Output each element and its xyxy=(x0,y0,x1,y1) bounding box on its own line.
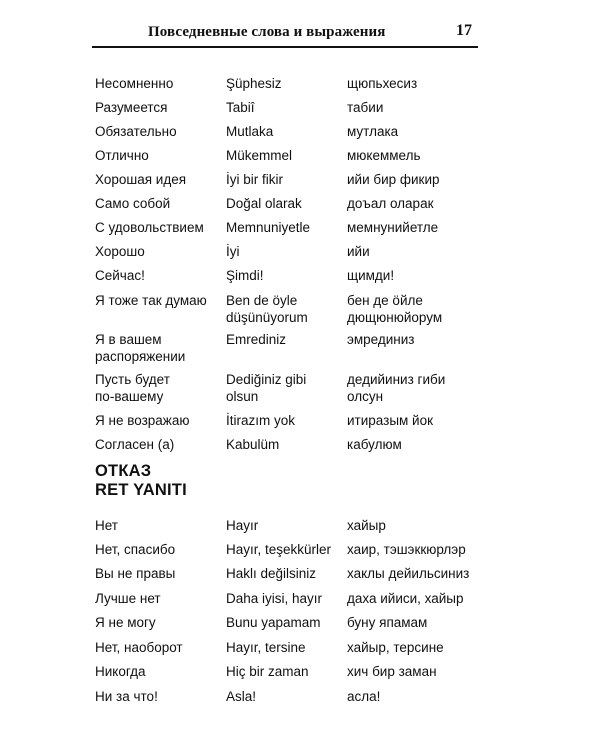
russian-phrase: Несомненно xyxy=(95,76,174,91)
russian-phrase: Ни за что! xyxy=(95,689,158,704)
russian-phrase: Нет, спасибо xyxy=(95,542,176,557)
transliteration: табии xyxy=(347,100,384,115)
transliteration: ийи бир фикир xyxy=(347,172,440,187)
turkish-phrase: Emrediniz xyxy=(226,332,287,347)
russian-phrase: Обязательно xyxy=(95,124,177,139)
transliteration: ийи xyxy=(347,244,370,259)
turkish-phrase: İyi xyxy=(226,244,240,259)
turkish-phrase: Tabiî xyxy=(226,100,255,115)
russian-phrase: Никогда xyxy=(95,664,146,679)
turkish-phrase: Mutlaka xyxy=(226,124,274,139)
russian-phrase: Хорошая идея xyxy=(95,172,187,187)
turkish-phrase: Ben de öyle düşünüyorum xyxy=(226,293,308,325)
turkish-phrase: Doğal olarak xyxy=(226,196,302,211)
russian-phrase: Согласен (а) xyxy=(95,437,175,452)
transliteration: хаклы дейильсиниз xyxy=(347,566,470,581)
russian-phrase: Отлично xyxy=(95,148,149,163)
turkish-phrase: Hayır, tersine xyxy=(226,640,306,655)
russian-phrase: Сейчас! xyxy=(95,268,145,283)
turkish-phrase: Hayır, teşekkürler xyxy=(226,542,332,557)
transliteration: даха ийиси, хайыр xyxy=(347,591,464,606)
turkish-phrase: Hayır xyxy=(226,518,259,533)
transliteration: мутлака xyxy=(347,124,399,139)
russian-phrase: Само собой xyxy=(95,196,171,211)
turkish-phrase: Mükemmel xyxy=(226,148,293,163)
transliteration: хайыр xyxy=(347,518,386,533)
turkish-phrase: Hiç bir zaman xyxy=(226,664,309,679)
section-heading-refusal xyxy=(95,462,187,500)
russian-phrase: Лучше нет xyxy=(95,591,161,606)
transliteration: итиразым йок xyxy=(347,413,434,428)
turkish-phrase: İtirazım yok xyxy=(226,413,296,428)
transliteration: щюпьхесиз xyxy=(347,76,418,91)
russian-phrase: Я не возражаю xyxy=(95,413,190,428)
turkish-phrase: Bunu yapamam xyxy=(226,615,321,630)
transliteration: буну япамам xyxy=(347,615,428,630)
page-number: 17 xyxy=(456,22,472,39)
transliteration: щимди! xyxy=(347,268,395,283)
turkish-phrase: Memnuniyetle xyxy=(226,220,311,235)
russian-phrase: Хорошо xyxy=(95,244,145,259)
transliteration: доъал оларак xyxy=(347,196,434,211)
russian-phrase: Нет xyxy=(95,518,118,533)
transliteration: кабулюм xyxy=(347,437,402,452)
turkish-phrase: Şüphesiz xyxy=(226,76,282,91)
transliteration: дедийиниз гиби олсун xyxy=(347,372,446,404)
turkish-phrase: Dediğiniz gibi olsun xyxy=(226,372,307,404)
russian-phrase: Разумеется xyxy=(95,100,168,115)
running-header xyxy=(92,20,478,48)
transliteration: хайыр, терсине xyxy=(347,640,444,655)
transliteration: бен де öйле дющюнюйорум xyxy=(347,293,443,325)
running-title: Повседневные слова и выражения xyxy=(148,24,386,40)
turkish-phrase: Haklı değilsiniz xyxy=(226,566,317,581)
transliteration: хич бир заман xyxy=(347,664,437,679)
turkish-phrase: Daha iyisi, hayır xyxy=(226,591,323,606)
turkish-phrase: İyi bir fikir xyxy=(226,172,283,187)
section-heading-turkish: RET YANITI xyxy=(95,481,187,499)
transliteration: хаир, тэшэккюрлэр xyxy=(347,542,466,557)
transliteration: эмрединиз xyxy=(347,332,415,347)
transliteration: мемнунийетле xyxy=(347,220,439,235)
turkish-phrase: Kabulüm xyxy=(226,437,280,452)
russian-phrase: Вы не правы xyxy=(95,566,176,581)
transliteration: асла! xyxy=(347,689,381,704)
turkish-phrase: Asla! xyxy=(226,689,257,704)
russian-phrase: Я в вашем распоряжении xyxy=(95,332,186,364)
russian-phrase: Пусть будет по-вашему xyxy=(95,372,170,404)
russian-phrase: С удовольствием xyxy=(95,220,204,235)
section-heading-russian: ОТКАЗ xyxy=(95,462,152,480)
russian-phrase: Нет, наоборот xyxy=(95,640,183,655)
transliteration: мюкеммель xyxy=(347,148,421,163)
russian-phrase: Я не могу xyxy=(95,615,156,630)
turkish-phrase: Şimdi! xyxy=(226,268,264,283)
russian-phrase: Я тоже так думаю xyxy=(95,293,207,308)
